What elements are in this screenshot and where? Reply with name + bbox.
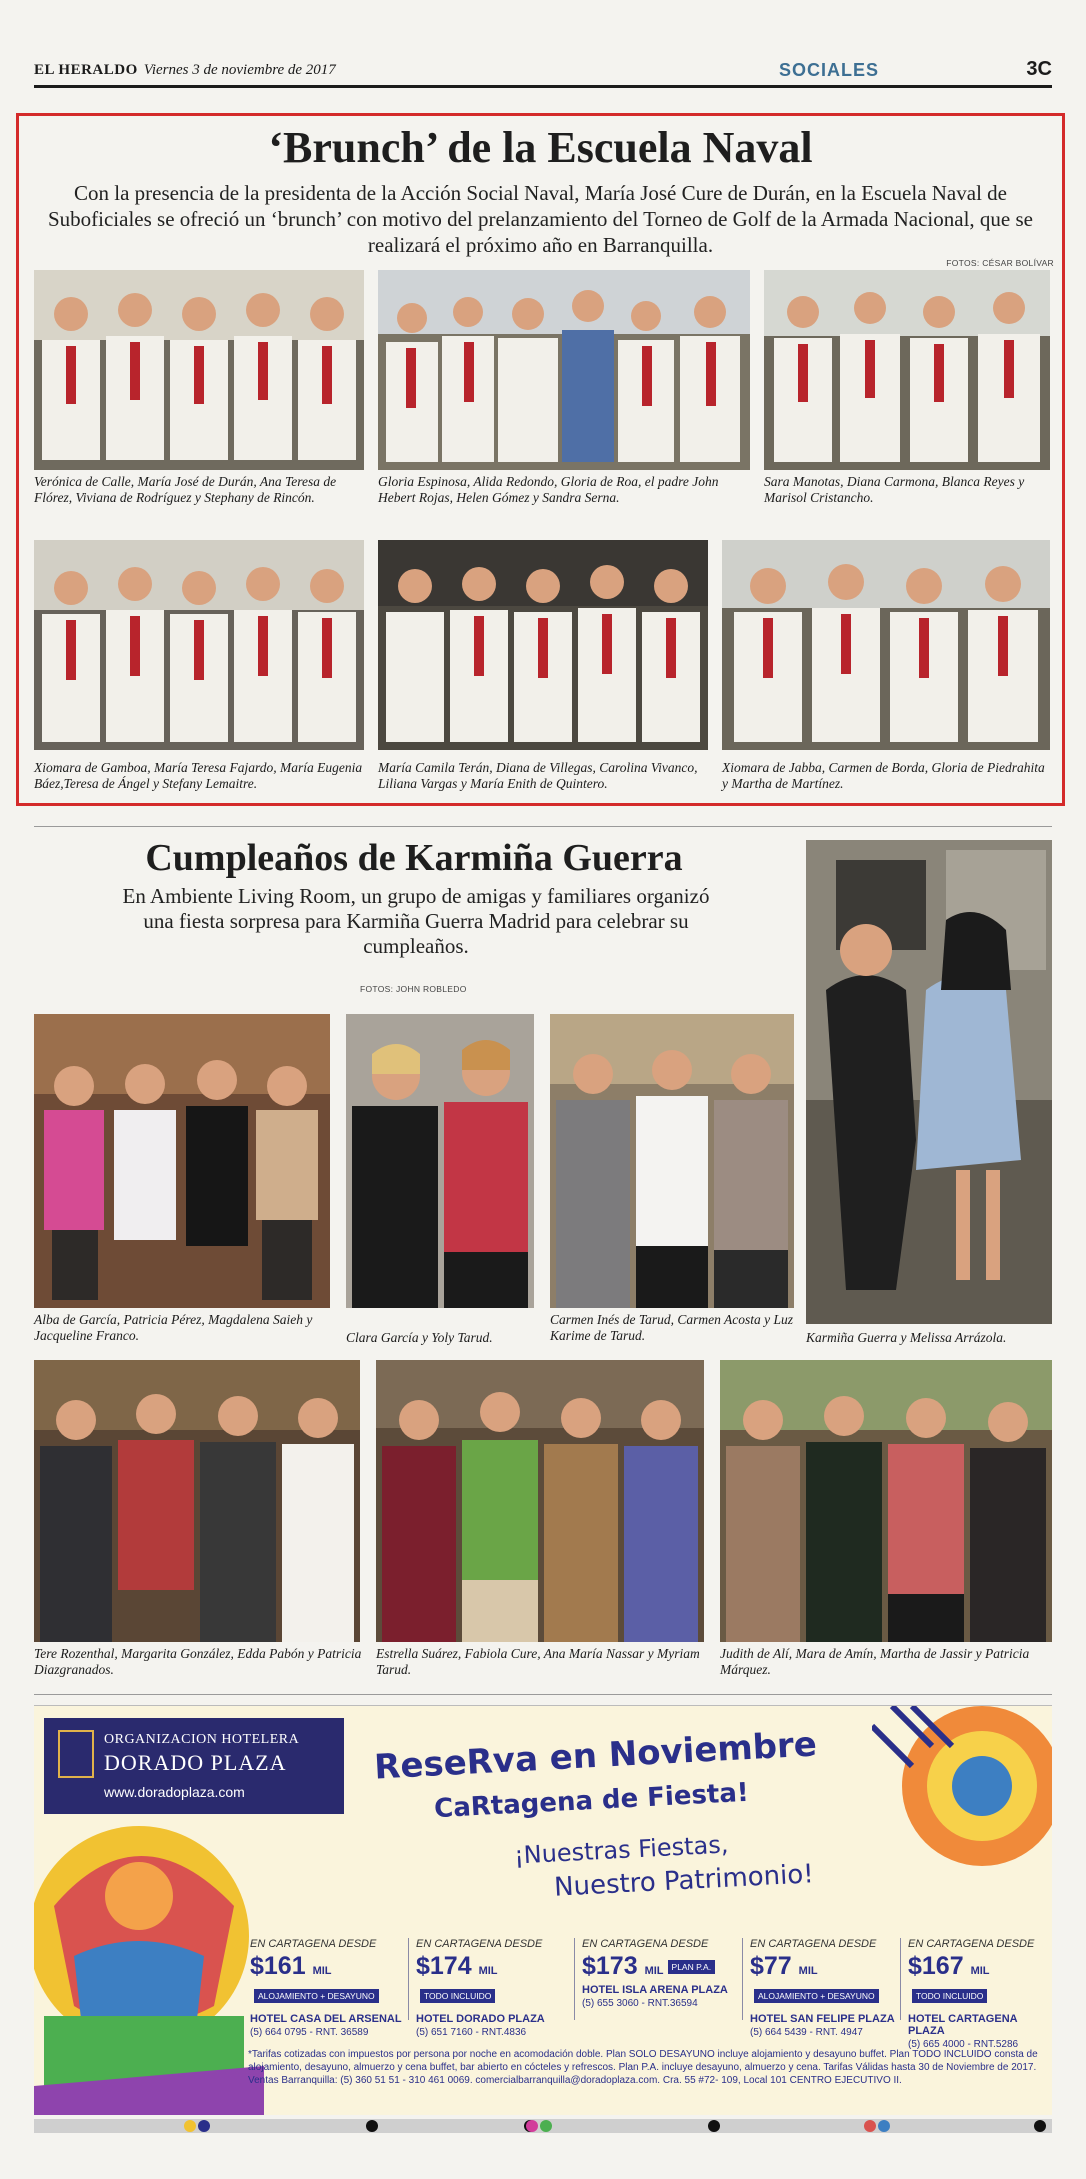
registration-dot <box>526 2120 538 2132</box>
price-divider <box>742 1938 743 2020</box>
issue-date: Viernes 3 de noviembre de 2017 <box>143 62 336 78</box>
price-block <box>582 1938 742 2028</box>
photo-birthday-3 <box>550 1014 794 1308</box>
price-hotel: HOTEL SAN FELIPE PLAZA <box>750 2013 895 2025</box>
price-label: EN CARTAGENA DESDE <box>250 1938 377 1950</box>
caption-birthday-5: Tere Rozenthal, Margarita González, Edda Pabón y Patricia Diazgranados. <box>34 1646 362 1677</box>
price-amount: $77 MILALOJAMIENTO + DESAYUNO <box>750 1952 910 2010</box>
photo-brunch-2 <box>378 270 750 470</box>
caption-brunch-6: Xiomara de Jabba, Carmen de Borda, Gloria de Piedrahita y Martha de Martínez. <box>722 760 1045 791</box>
photo-birthday-6 <box>376 1360 704 1642</box>
caption-brunch-3: Sara Manotas, Diana Carmona, Blanca Reyes y Marisol Cristancho. <box>764 474 1025 505</box>
registration-dot <box>878 2120 890 2132</box>
registration-dot <box>540 2120 552 2132</box>
photo-birthday-5 <box>34 1360 360 1642</box>
price-label: EN CARTAGENA DESDE <box>582 1938 709 1950</box>
caption-birthday-2: Clara García y Yoly Tarud. <box>346 1330 493 1345</box>
photo-credit: FOTOS: CÉSAR BOLÍVAR <box>946 258 1054 268</box>
price-label: EN CARTAGENA DESDE <box>750 1938 877 1950</box>
hotel-advertisement <box>34 1705 1052 2115</box>
photo-birthday-2 <box>346 1014 534 1308</box>
price-phone: (5) 664 0795 - RNT. 36589 <box>250 2027 369 2038</box>
price-hotel: HOTEL CARTAGENA PLAZA <box>908 2013 1018 2037</box>
caption-brunch-5: María Camila Terán, Diana de Villegas, Carolina Vivanco, Liliana Vargas y María Enith de Quintero. <box>378 760 698 791</box>
price-phone: (5) 651 7160 - RNT.4836 <box>416 2027 527 2038</box>
photo-brunch-3 <box>764 270 1050 470</box>
ad-headline-2: CaRtagena de Fiesta! <box>433 1777 750 1825</box>
ad-divider <box>34 1694 1052 1695</box>
ad-footnote: *Tarifas cotizadas con impuestos por persona por noche en acomodación doble. Plan SOLO DESAYUNO incluye alojamiento y desayuno buffet. Plan TODO INCLUIDO consta de alojamiento, desayuno, almuerzo y cena buffet, bar abierto en cócteles y refrescos. Plan P.A. incluye desayuno, almuerzo y cena. Tarifas Válidas hasta 30 de Noviembre de 2017. Ventas Barranquilla: (5) 360 51 51 - 310 461 0069. comercialbarranquilla@doradoplaza.com. Cra. 55 #72- 109, Local 101 CENTRO EJECUTIVO II. <box>248 2049 1038 2086</box>
caption-brunch-2: Gloria Espinosa, Alida Redondo, Gloria de Roa, el padre John Hebert Rojas, Helen Gómez y Sandra Serna. <box>378 474 719 505</box>
caption-brunch-1: Verónica de Calle, María José de Durán, Ana Teresa de Flórez, Viviana de Rodríguez y Stephany de Rincón. <box>34 474 337 505</box>
registration-dot <box>366 2120 378 2132</box>
photo-birthday-karmina <box>806 840 1052 1324</box>
photo-brunch-6 <box>722 540 1050 750</box>
price-block <box>750 1938 910 2038</box>
registration-dot <box>184 2120 196 2132</box>
price-label: EN CARTAGENA DESDE <box>908 1938 1035 1950</box>
price-phone: (5) 664 5439 - RNT. 4947 <box>750 2027 863 2038</box>
photo-credit-birthday: FOTOS: JOHN ROBLEDO <box>360 984 467 994</box>
price-amount: $161 MILALOJAMIENTO + DESAYUNO <box>250 1952 410 2010</box>
registration-dot <box>198 2120 210 2132</box>
page-number: 3C <box>1026 58 1052 80</box>
photo-brunch-5 <box>378 540 708 750</box>
org-line2: DORADO PLAZA <box>104 1750 287 1775</box>
hotel-logo-icon <box>58 1730 94 1778</box>
registration-dot <box>864 2120 876 2132</box>
caption-birthday-7: Judith de Alí, Mara de Amín, Martha de Jassir y Patricia Márquez. <box>720 1646 1030 1677</box>
price-amount: $173 MIL PLAN P.A. <box>582 1952 742 1981</box>
price-block <box>908 1938 1048 2050</box>
story-birthday-title: Cumpleaños de Karmiña Guerra <box>145 837 683 879</box>
story-birthday-intro: En Ambiente Living Room, un grupo de amigas y familiares organizó una fiesta sorpresa para Karmiña Guerra Madrid para celebrar su cumpleaños. <box>122 884 710 958</box>
caption-birthday-3: Carmen Inés de Tarud, Carmen Acosta y Luz Karime de Tarud. <box>550 1312 794 1343</box>
ad-illustration <box>34 1786 264 2115</box>
masthead <box>34 62 336 79</box>
org-line1: ORGANIZACION HOTELERA <box>104 1732 300 1747</box>
price-hotel: HOTEL ISLA ARENA PLAZA <box>582 1984 728 1996</box>
caption-birthday-6: Estrella Suárez, Fabiola Cure, Ana María Nassar y Myriam Tarud. <box>376 1646 700 1677</box>
price-divider <box>408 1938 409 2020</box>
photo-birthday-7 <box>720 1360 1052 1642</box>
paper-name: EL HERALDO <box>34 62 138 78</box>
photo-brunch-4 <box>34 540 364 750</box>
ad-headline-1: ReseRva en Noviembre <box>373 1724 818 1788</box>
price-label: EN CARTAGENA DESDE <box>416 1938 543 1950</box>
photo-brunch-1 <box>34 270 364 470</box>
hotel-logo <box>44 1718 344 1814</box>
price-divider <box>900 1938 901 2020</box>
caption-birthday-1: Alba de García, Patricia Pérez, Magdalena Saieh y Jacqueline Franco. <box>34 1312 313 1343</box>
price-divider <box>574 1938 575 2020</box>
ad-sun-pattern <box>872 1706 1052 1886</box>
price-amount: $174 MILTODO INCLUIDO <box>416 1952 498 2002</box>
section-divider <box>34 826 1052 827</box>
ad-url[interactable]: www.doradoplaza.com <box>104 1784 245 1800</box>
price-block <box>416 1938 576 2038</box>
registration-dot <box>708 2120 720 2132</box>
ad-headline-3: ¡Nuestras Fiestas, <box>513 1830 730 1870</box>
registration-dot <box>1034 2120 1046 2132</box>
section-name: SOCIALES <box>779 60 880 80</box>
photo-birthday-1 <box>34 1014 330 1308</box>
price-amount: $167 MILTODO INCLUIDO <box>908 1952 990 2002</box>
price-block <box>250 1938 410 2038</box>
color-registration-bar <box>34 2119 1052 2133</box>
price-phone: (5) 655 3060 - RNT.36594 <box>582 1998 698 2009</box>
caption-brunch-4: Xiomara de Gamboa, María Teresa Fajardo, María Eugenia Báez,Teresa de Ángel y Stefany Lemaitre. <box>34 760 363 791</box>
ad-headline-4: Nuestro Patrimonio! <box>553 1859 815 1903</box>
story-brunch-intro: Con la presencia de la presidenta de la Acción Social Naval, María José Cure de Durán, en la Escuela Naval de Suboficiales se ofreció un ‘brunch’ con motivo del prelanzamiento del Torneo de Golf de la Armada Nacional, que se realizará el próximo año en Barranquilla. <box>47 181 1033 257</box>
price-hotel: HOTEL CASA DEL ARSENAL <box>250 2013 402 2025</box>
price-phone: (5) 665 4000 - RNT.5286 <box>908 2039 1019 2050</box>
story-brunch-title: ‘Brunch’ de la Escuela Naval <box>268 123 813 172</box>
price-hotel: HOTEL DORADO PLAZA <box>416 2013 545 2025</box>
page-header <box>34 58 1052 88</box>
caption-birthday-4: Karmiña Guerra y Melissa Arrázola. <box>806 1330 1007 1345</box>
